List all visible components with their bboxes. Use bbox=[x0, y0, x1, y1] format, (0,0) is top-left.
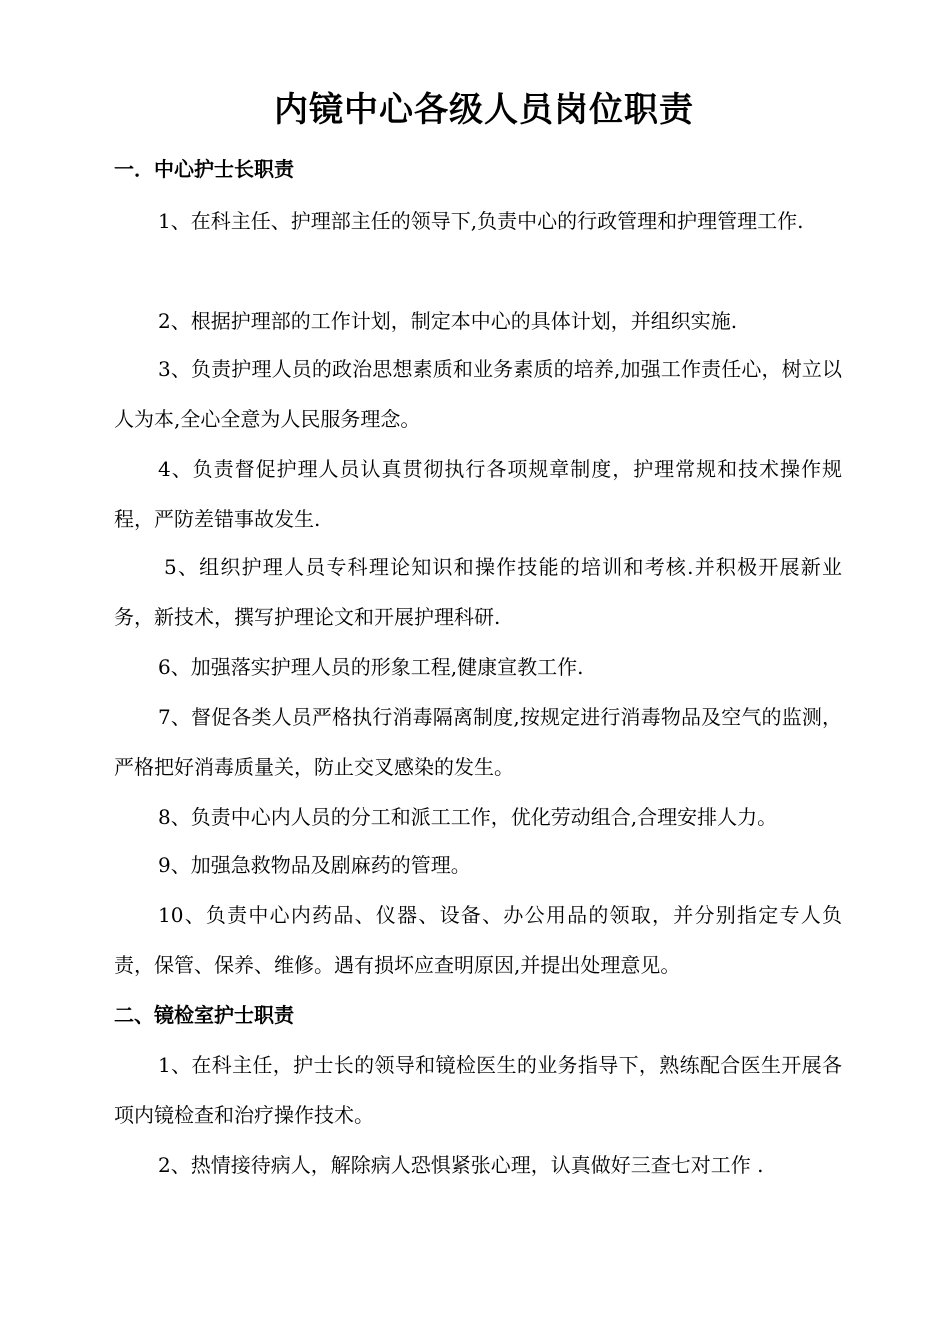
duty-item: 3、负责护理人员的政治思想素质和业务素质的培养,加强工作责任心，树立以人为本,全心全意为人民服务理念。 bbox=[114, 357, 842, 431]
duty-item: 9、加强急救物品及剧麻药的管理。 bbox=[158, 853, 471, 877]
duty-item: 2、根据护理部的工作计划，制定本中心的具体计划，并组织实施. bbox=[158, 309, 738, 333]
duty-item: 2、热情接待病人，解除病人恐惧紧张心理，认真做好三查七对工作 . bbox=[158, 1153, 764, 1177]
section-heading-head-nurse: 一．中心护士长职责 bbox=[114, 157, 294, 181]
duty-item: 10、负责中心内药品、仪器、设备、办公用品的领取，并分别指定专人负责，保管、保养、维修。遇有损坏应查明原因,并提出处理意见。 bbox=[114, 903, 842, 977]
section-heading-exam-nurse: 二、镜检室护士职责 bbox=[114, 1003, 294, 1027]
duty-item: 1、在科主任，护士长的领导和镜检医生的业务指导下，熟练配合医生开展各项内镜检查和治疗操作技术。 bbox=[114, 1053, 842, 1127]
document-title: 内镜中心各级人员岗位职责 bbox=[274, 90, 694, 130]
duty-item: 7、督促各类人员严格执行消毒隔离制度,按规定进行消毒物品及空气的监测，严格把好消毒质量关，防止交叉感染的发生。 bbox=[114, 705, 842, 779]
duty-item: 5、组织护理人员专科理论知识和操作技能的培训和考核.并积极开展新业务，新技术，撰写护理论文和开展护理科研. bbox=[114, 555, 842, 629]
duty-item: 6、加强落实护理人员的形象工程,健康宣教工作. bbox=[158, 655, 584, 679]
duty-item: 4、负责督促护理人员认真贯彻执行各项规章制度，护理常规和技术操作规程，严防差错事故发生. bbox=[114, 457, 842, 531]
duty-item: 1、在科主任、护理部主任的领导下,负责中心的行政管理和护理管理工作. bbox=[158, 209, 804, 233]
duty-item: 8、负责中心内人员的分工和派工工作，优化劳动组合,合理安排人力。 bbox=[158, 805, 778, 829]
